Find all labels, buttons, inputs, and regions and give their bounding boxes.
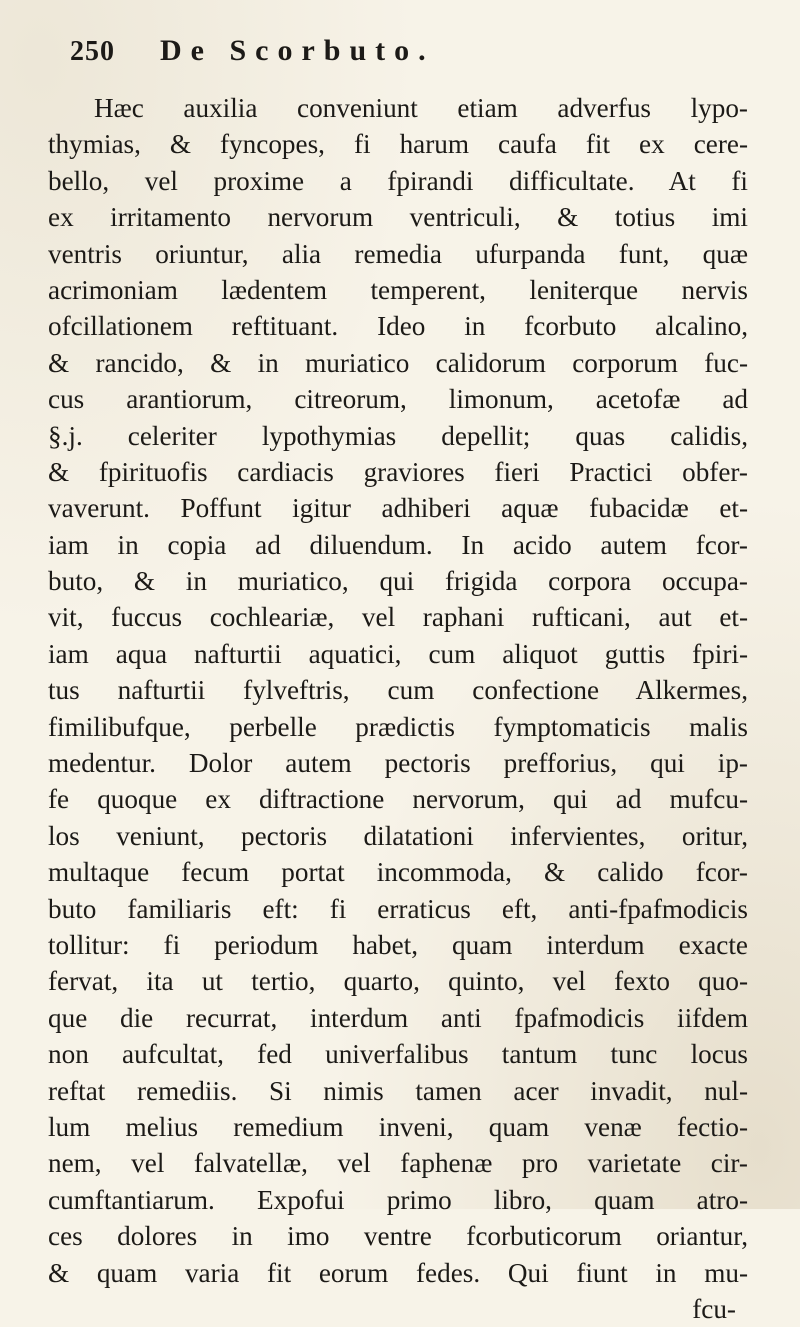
text-line: ces dolores in imo ventre fcorbuticorum oriantur, — [48, 1221, 748, 1252]
text-line: fe quoque ex diftractione nervorum, qui ad mufcu- — [48, 784, 748, 815]
text-line: medentur. Dolor autem pectoris prefforius, qui ip- — [48, 748, 748, 779]
page-header — [70, 34, 710, 74]
text-line: cus arantiorum, citreorum, limonum, acetofæ ad — [48, 384, 748, 415]
text-line: §.j. celeriter lypothymias depellit; quas calidis, — [48, 420, 748, 451]
text-line: iam aqua nafturtii aquatici, cum aliquot guttis fpiri- — [48, 638, 748, 669]
text-line: iam in copia ad diluendum. In acido autem fcor- — [48, 529, 748, 560]
body-text — [48, 90, 748, 1327]
text-line: lum melius remedium inveni, quam venæ fectio- — [48, 1111, 748, 1142]
page-number: 250 — [70, 36, 115, 67]
catchword: fcu- — [692, 1293, 736, 1324]
text-line: vaverunt. Poffunt igitur adhiberi aquæ fubacidæ et- — [48, 493, 748, 524]
text-line: buto, & in muriatico, qui frigida corpora occupa- — [48, 566, 748, 597]
text-line: & quam varia fit eorum fedes. Qui fiunt in mu- — [48, 1257, 748, 1288]
text-line: los veniunt, pectoris dilatationi infervientes, oritur, — [48, 820, 748, 851]
text-line: que die recurrat, interdum anti fpafmodicis iifdem — [48, 1002, 748, 1033]
text-line: ventris oriuntur, alia remedia ufurpanda funt, quæ — [48, 238, 748, 269]
text-line: vit, fuccus cochleariæ, vel raphani rufticani, aut et- — [48, 602, 748, 633]
text-line: tus nafturtii fylveftris, cum confectione Alkermes, — [48, 675, 748, 706]
text-line: fimilibufque, perbelle prædictis fymptomaticis malis — [48, 711, 748, 742]
text-line: & fpirituofis cardiacis graviores fieri Practici obfer- — [48, 456, 748, 487]
text-line: thymias, & fyncopes, fi harum caufa fit ex cere- — [48, 129, 748, 160]
text-line: & rancido, & in muriatico calidorum corporum fuc- — [48, 347, 748, 378]
text-line: acrimoniam lædentem temperent, leniterque nervis — [48, 274, 748, 305]
text-line: multaque fecum portat incommoda, & calido fcor- — [48, 857, 748, 888]
text-line: ofcillationem reftituant. Ideo in fcorbuto alcalino, — [48, 311, 748, 342]
text-line: reftat remediis. Si nimis tamen acer invadit, nul- — [48, 1075, 748, 1106]
running-title: De Scorbuto. — [160, 34, 435, 67]
text-line: bello, vel proxime a fpirandi difficultate. At fi — [48, 165, 748, 196]
text-line: non aufcultat, fed univerfalibus tantum tunc locus — [48, 1039, 748, 1070]
text-line: cumftantiarum. Expofui primo libro, quam atro- — [48, 1184, 748, 1215]
text-line: buto familiaris eft: fi erraticus eft, anti-fpafmodicis — [48, 893, 748, 924]
text-line: tollitur: fi periodum habet, quam interdum exacte — [48, 929, 748, 960]
text-line: fervat, ita ut tertio, quarto, quinto, vel fexto quo- — [48, 966, 748, 997]
text-line: Hæc auxilia conveniunt etiam adverfus lypo- — [94, 93, 748, 123]
text-line: nem, vel falvatellæ, vel faphenæ pro varietate cir- — [48, 1148, 748, 1179]
text-line: ex irritamento nervorum ventriculi, & totius imi — [48, 202, 748, 233]
